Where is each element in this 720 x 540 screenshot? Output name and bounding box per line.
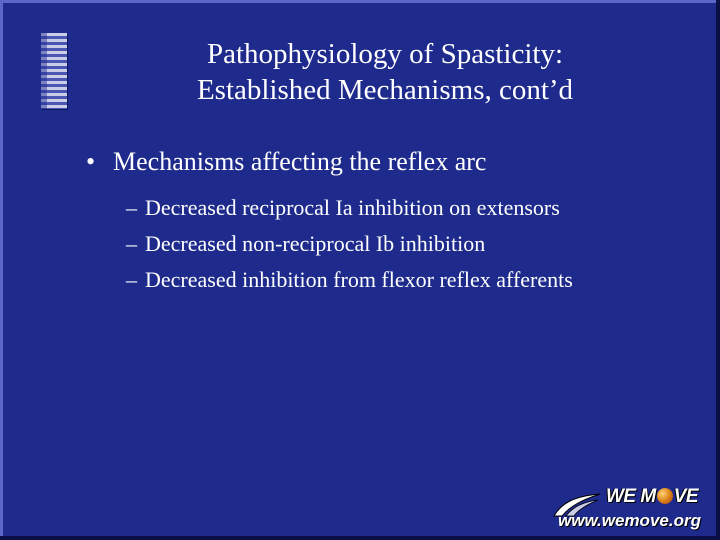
logo-wordmark bbox=[606, 486, 698, 508]
sub-bullet-marker: – bbox=[126, 195, 137, 220]
frame-bottom-edge bbox=[0, 536, 720, 540]
sub-bullet-item bbox=[126, 226, 686, 262]
frame-right-edge bbox=[716, 0, 720, 540]
sub-bullet-text: Decreased inhibition from flexor reflex afferents bbox=[145, 267, 573, 292]
decorative-stripes bbox=[41, 33, 67, 109]
bullet-marker: • bbox=[86, 147, 96, 176]
sub-bullet-marker: – bbox=[126, 267, 137, 292]
bullet-item bbox=[86, 145, 486, 179]
sub-bullet-text: Decreased reciprocal Ia inhibition on extensors bbox=[145, 195, 560, 220]
slide-title-line-1: Pathophysiology of Spasticity: bbox=[206, 38, 564, 70]
sub-bullet-text: Decreased non-reciprocal Ib inhibition bbox=[145, 231, 486, 256]
logo-name-left: WE M bbox=[606, 486, 656, 507]
logo-ball-icon bbox=[657, 488, 673, 504]
logo-url: www.wemove.org bbox=[558, 511, 701, 530]
slide-title-line-2: Established Mechanisms, cont’d bbox=[196, 74, 574, 106]
slide-title bbox=[100, 36, 670, 108]
frame-top-edge bbox=[0, 0, 720, 3]
frame-left-edge bbox=[0, 0, 3, 540]
sub-bullet-item bbox=[126, 190, 686, 226]
bullet-text: Mechanisms affecting the reflex arc bbox=[113, 147, 487, 176]
logo-name-right: VE bbox=[673, 486, 699, 507]
sub-bullet-marker: – bbox=[126, 231, 137, 256]
sub-bullet-item bbox=[126, 262, 686, 298]
wemove-logo bbox=[548, 486, 716, 536]
sub-bullet-list bbox=[126, 190, 686, 298]
